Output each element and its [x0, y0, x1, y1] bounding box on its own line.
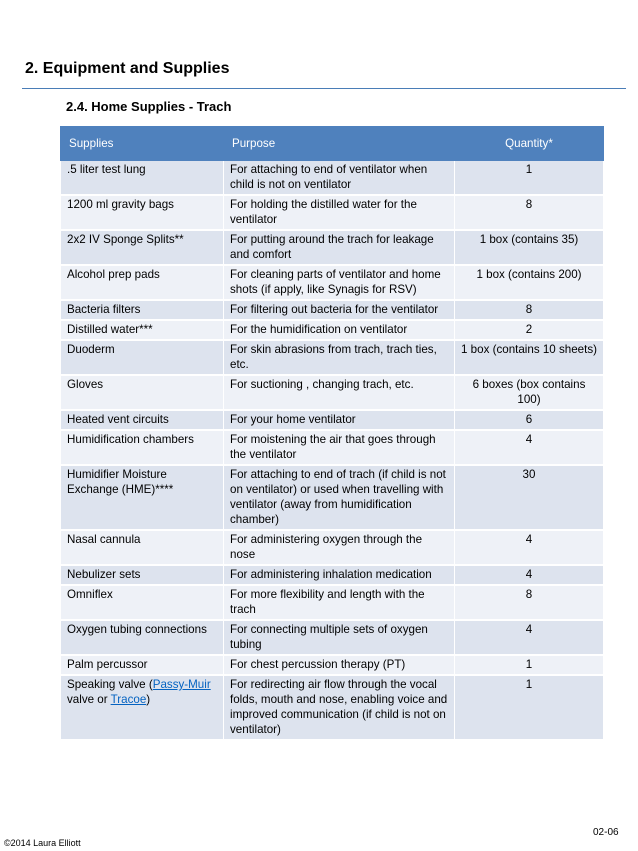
section-divider [22, 88, 626, 89]
quantity-cell: 8 [455, 585, 604, 620]
purpose-cell: For attaching to end of trach (if child is not on ventilator) or used when travelling with ventilator (away from humidification chamber) [224, 465, 455, 530]
table-row [61, 675, 604, 740]
table-row [61, 530, 604, 565]
supply-cell: .5 liter test lung [61, 161, 224, 196]
copyright-footer: ©2014 Laura Elliott [4, 838, 81, 848]
purpose-cell: For cleaning parts of ventilator and home shots (if apply, like Synagis for RSV) [224, 265, 455, 300]
subsection-title: 2.4. Home Supplies - Trach [66, 99, 232, 114]
supply-cell: Oxygen tubing connections [61, 620, 224, 655]
header-supplies: Supplies [61, 127, 224, 161]
quantity-cell: 6 boxes (box contains 100) [455, 375, 604, 410]
supply-cell: Omniflex [61, 585, 224, 620]
table-row [61, 265, 604, 300]
supply-cell: Heated vent circuits [61, 410, 224, 430]
supply-cell: Alcohol prep pads [61, 265, 224, 300]
supply-cell: Duoderm [61, 340, 224, 375]
purpose-cell: For chest percussion therapy (PT) [224, 655, 455, 675]
table-row [61, 430, 604, 465]
purpose-cell: For the humidification on ventilator [224, 320, 455, 340]
supply-cell: Nebulizer sets [61, 565, 224, 585]
table-row [61, 465, 604, 530]
quantity-cell: 1 box (contains 200) [455, 265, 604, 300]
supply-cell: 2x2 IV Sponge Splits** [61, 230, 224, 265]
table-row [61, 620, 604, 655]
purpose-cell: For skin abrasions from trach, trach ties, etc. [224, 340, 455, 375]
table-row [61, 375, 604, 410]
purpose-cell: For administering oxygen through the nose [224, 530, 455, 565]
table-row [61, 585, 604, 620]
quantity-cell: 2 [455, 320, 604, 340]
purpose-cell: For connecting multiple sets of oxygen tubing [224, 620, 455, 655]
purpose-cell: For suctioning , changing trach, etc. [224, 375, 455, 410]
supply-text-middle: valve or [67, 693, 111, 706]
purpose-cell: For holding the distilled water for the ventilator [224, 195, 455, 230]
quantity-cell: 1 [455, 675, 604, 740]
purpose-cell: For redirecting air flow through the vocal folds, mouth and nose, enabling voice and improved communication (if child is not on ventilator) [224, 675, 455, 740]
quantity-cell: 8 [455, 300, 604, 320]
quantity-cell: 1 box (contains 35) [455, 230, 604, 265]
supply-cell: Distilled water*** [61, 320, 224, 340]
purpose-cell: For your home ventilator [224, 410, 455, 430]
supply-text-suffix: ) [146, 693, 151, 706]
quantity-cell: 30 [455, 465, 604, 530]
purpose-cell: For administering inhalation medication [224, 565, 455, 585]
supply-cell: Humidifier Moisture Exchange (HME)**** [61, 465, 224, 530]
purpose-cell: For putting around the trach for leakage and comfort [224, 230, 455, 265]
purpose-cell: For filtering out bacteria for the ventilator [224, 300, 455, 320]
quantity-cell: 1 [455, 655, 604, 675]
supplies-table [60, 126, 604, 741]
table-row [61, 195, 604, 230]
section-title: 2. Equipment and Supplies [25, 60, 230, 77]
table-row [61, 410, 604, 430]
supply-cell: Bacteria filters [61, 300, 224, 320]
quantity-cell: 1 [455, 161, 604, 196]
tracoe-link[interactable]: Tracoe [110, 693, 147, 706]
quantity-cell: 8 [455, 195, 604, 230]
table-row [61, 655, 604, 675]
table-row [61, 340, 604, 375]
quantity-cell: 4 [455, 565, 604, 585]
quantity-cell: 4 [455, 530, 604, 565]
quantity-cell: 4 [455, 620, 604, 655]
table-row [61, 320, 604, 340]
purpose-cell: For more flexibility and length with the trach [224, 585, 455, 620]
quantity-cell: 6 [455, 410, 604, 430]
passy-muir-link[interactable]: Passy-Muir [152, 678, 211, 691]
purpose-cell: For moistening the air that goes through the ventilator [224, 430, 455, 465]
header-purpose: Purpose [224, 127, 455, 161]
supply-cell: 1200 ml gravity bags [61, 195, 224, 230]
supply-cell: Palm percussor [61, 655, 224, 675]
table-row [61, 300, 604, 320]
supply-cell [61, 675, 224, 740]
header-quantity: Quantity* [455, 127, 604, 161]
page-number: 02-06 [593, 827, 619, 838]
supply-cell: Humidification chambers [61, 430, 224, 465]
table-row [61, 230, 604, 265]
table-row [61, 161, 604, 196]
table-row [61, 565, 604, 585]
quantity-cell: 1 box (contains 10 sheets) [455, 340, 604, 375]
supply-cell: Nasal cannula [61, 530, 224, 565]
supply-cell: Gloves [61, 375, 224, 410]
supply-text-prefix: Speaking valve ( [67, 678, 153, 691]
purpose-cell: For attaching to end of ventilator when child is not on ventilator [224, 161, 455, 196]
quantity-cell: 4 [455, 430, 604, 465]
table-header-row [61, 127, 604, 161]
